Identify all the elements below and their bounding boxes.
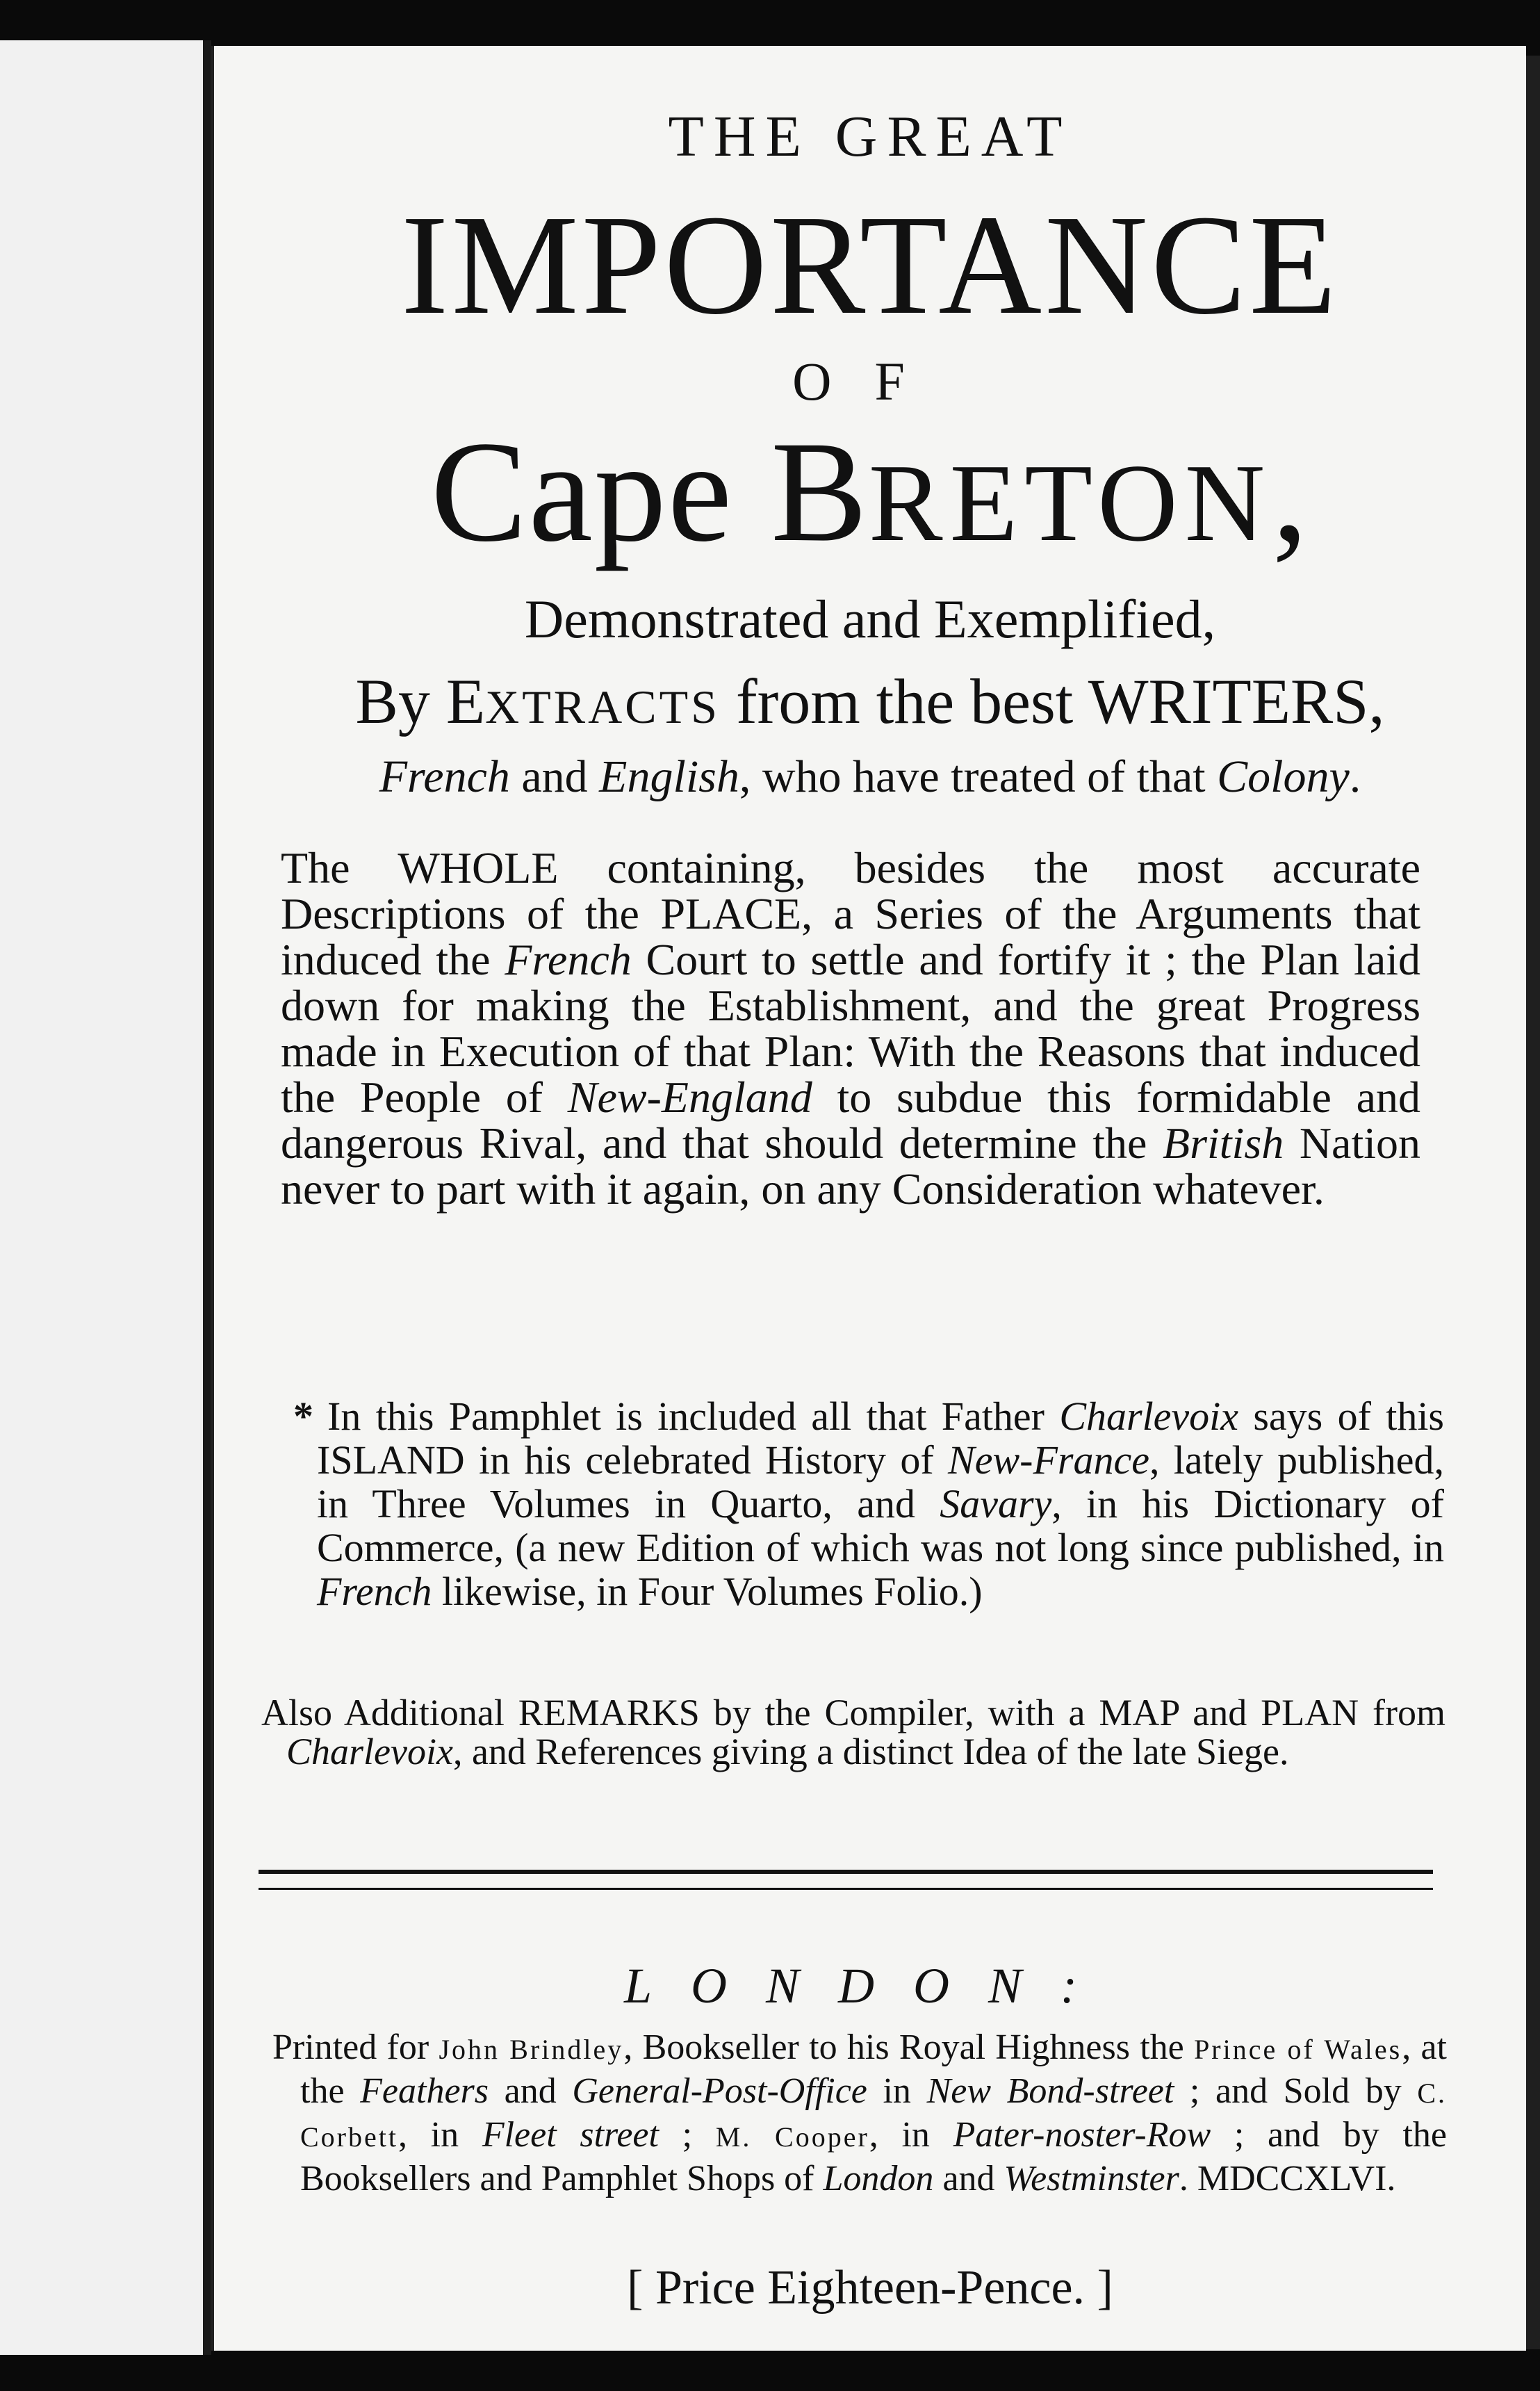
imprint-fleet-street: Fleet street xyxy=(482,2115,659,2155)
imprint-text-4: and xyxy=(489,2071,573,2111)
imprint-brindley: John Brindley xyxy=(439,2034,624,2065)
imprint-text-5: in xyxy=(867,2071,927,2111)
imprint-text-1: Printed for xyxy=(272,2027,439,2067)
title-writers: from the best WRITERS, xyxy=(719,666,1385,737)
whole-text-3: to subdue this formidable and dangerous Rival, and that should determine the xyxy=(281,1072,1421,1168)
imprint-corbett: C. Corbett xyxy=(300,2078,1447,2153)
imprint-text-12: . MDCCXLVI. xyxy=(1179,2159,1396,2198)
title-breton-rest: RETON xyxy=(868,441,1272,564)
whole-french: French xyxy=(505,935,632,984)
also-text-1: Also Additional REMARKS by the Compiler, with a MAP and PLAN from xyxy=(261,1692,1445,1733)
pamphlet-savary: Savary xyxy=(940,1481,1052,1526)
book-spine xyxy=(203,40,211,2355)
title-line-french-english xyxy=(214,751,1526,803)
title-and: and xyxy=(509,751,600,802)
whole-british: British xyxy=(1162,1118,1284,1168)
imprint-text-6: ; and Sold by xyxy=(1174,2071,1418,2111)
title-extracts-initial: E xyxy=(445,666,486,737)
title-line-importance: IMPORTANCE xyxy=(400,185,1340,344)
whole-text-1: The WHOLE containing, besides the most accurate Descriptions of the PLACE, a Series of the Arguments that induced the xyxy=(281,843,1420,984)
imprint-text-3: , at the xyxy=(300,2027,1448,2111)
also-charlevoix: Charlevoix xyxy=(286,1731,453,1772)
whole-text-2: Court to settle and fortify it ; the Plan laid down for making the Establishment, and the great Progress made in Execution of that Plan: With the Reasons that induced the People of xyxy=(281,935,1421,1122)
imprint-gpo: General-Post-Office xyxy=(572,2071,867,2111)
imprint-paragraph xyxy=(272,2027,1447,2200)
imprint-westminster: Westminster xyxy=(1004,2159,1179,2198)
title-line-the-great: THE GREAT xyxy=(668,104,1072,169)
imprint-text-2: , Bookseller to his Royal Highness the xyxy=(623,2027,1195,2067)
imprint-london: London xyxy=(823,2159,934,2198)
imprint-text-8: ; xyxy=(658,2115,716,2155)
double-rule-thick xyxy=(259,1870,1433,1874)
title-line-cape-breton xyxy=(214,411,1526,582)
whole-description-paragraph xyxy=(281,845,1420,1212)
title-line-demonstrated: Demonstrated and Exemplified, xyxy=(524,589,1216,649)
pamphlet-text-2: says of this ISLAND in his celebrated History of xyxy=(317,1394,1445,1483)
title-line-of: OF xyxy=(792,351,948,411)
title-comma: , xyxy=(1272,411,1310,571)
title-page xyxy=(211,46,1526,2351)
title-who: , who have treated of that xyxy=(739,751,1218,802)
imprint-prince: Prince of Wales xyxy=(1194,2034,1402,2065)
imprint-cooper: M. Cooper xyxy=(715,2121,869,2153)
title-extracts-rest: XTRACTS xyxy=(485,680,720,733)
whole-new-england: New-England xyxy=(567,1072,812,1122)
imprint-text-10: ; and by the Booksellers and Pamphlet Shops of xyxy=(300,2115,1447,2198)
title-english: English xyxy=(599,751,739,802)
whole-text-4: Nation never to part with it again, on any Consideration whatever. xyxy=(281,1118,1420,1214)
also-text-2: , and References giving a distinct Idea of the late Siege. xyxy=(452,1731,1289,1772)
imprint-feathers: Feathers xyxy=(360,2071,489,2111)
imprint-text-9: , in xyxy=(869,2115,953,2155)
title-period: . xyxy=(1349,751,1361,802)
title-line-extracts xyxy=(214,664,1526,738)
title-breton-initial: B xyxy=(771,411,869,571)
price-line: [ Price Eighteen-Pence. ] xyxy=(627,2261,1113,2315)
title-by: By xyxy=(355,666,446,737)
pamphlet-text-1: In this Pamphlet is included all that Father xyxy=(327,1394,1060,1439)
imprint-text-7: , in xyxy=(398,2115,482,2155)
pamphlet-text-5: likewise, in Four Volumes Folio.) xyxy=(432,1569,983,1614)
imprint-city: LONDON: xyxy=(623,1958,1117,2014)
also-remarks-paragraph xyxy=(261,1693,1445,1771)
facing-page-edge xyxy=(0,40,203,2355)
title-cape: Cape xyxy=(430,411,734,571)
pamphlet-new-france: New-France xyxy=(948,1437,1149,1483)
imprint-text-11: and xyxy=(933,2159,1004,2198)
pamphlet-text-4: , in his Dictionary of Commerce, (a new Edition of which was not long since published, in xyxy=(317,1481,1444,1570)
pamphlet-charlevoix: Charlevoix xyxy=(1059,1394,1239,1439)
pamphlet-note-paragraph xyxy=(293,1394,1444,1613)
pamphlet-text-3: , lately published, in Three Volumes in Quarto, and xyxy=(317,1437,1445,1526)
pamphlet-french: French xyxy=(317,1569,432,1614)
title-colony: Colony xyxy=(1217,751,1350,802)
imprint-bond-street: New Bond-street xyxy=(926,2071,1174,2111)
title-french: French xyxy=(379,751,510,802)
asterisk-mark: * xyxy=(293,1394,313,1439)
double-rule-thin xyxy=(259,1888,1433,1890)
imprint-pater-noster: Pater-noster-Row xyxy=(953,2115,1211,2155)
